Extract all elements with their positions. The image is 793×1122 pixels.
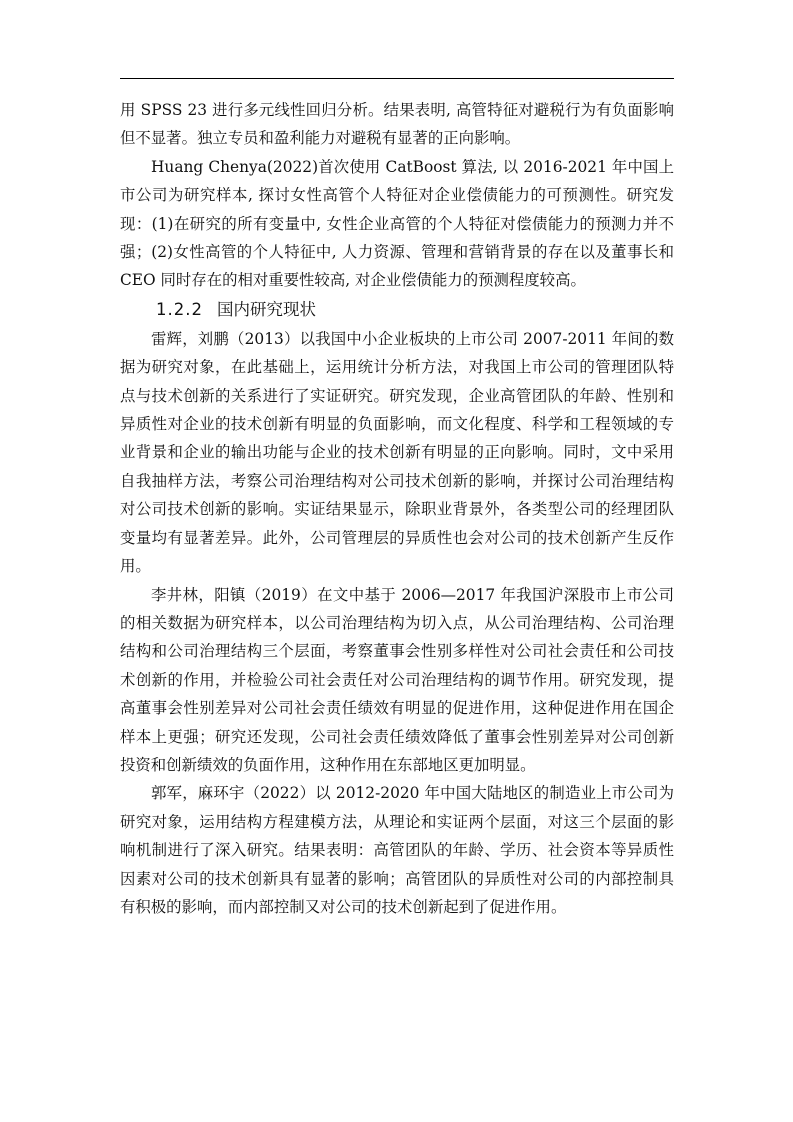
paragraph-huang-chenya: Huang Chenya(2022)首次使用 CatBoost 算法, 以 2016-2021 年中国上市公司为研究样本, 探讨女性高管个人特征对企业偿债能力的可预测性。研究发现：(1)在研究的所有变量中, 女性企业高管的个人特征对偿债能力的预测力并不强；(2)女性高管的个人特征中, 人力资源、管理和营销背景的存在以及董事长和 CEO 同时存在的相对重要性较高, 对企业偿债能力的预测程度较高。	[120, 157, 674, 290]
header-rule	[120, 78, 674, 79]
section-title: 国内研究现状	[216, 299, 316, 319]
section-number: 1.2.2	[156, 299, 203, 319]
paragraph-lei-hui: 雷辉，刘鹏（2013）以我国中小企业板块的上市公司 2007-2011 年间的数据为研究对象，在此基础上，运用统计分析方法，对我国上市公司的管理团队特点与技术创新的关系进行了实证研究。研究发现，企业高管团队的年龄、性别和异质性对企业的技术创新有明显的负面影响，而文化程度、科学和工程领域的专业背景和企业的输出功能与企业的技术创新有明显的正向影响。同时，文中采用自我抽样方法，考察公司治理结构对公司技术创新的影响，并探讨公司治理结构对公司技术创新的影响。实证结果显示，除职业背景外，各类型公司的经理团队变量均有显著差异。此外，公司管理层的异质性也会对公司的技术创新产生反作用。	[120, 329, 674, 576]
paragraph-guo-jun: 郭军，麻环宇（2022）以 2012-2020 年中国大陆地区的制造业上市公司为研究对象，运用结构方程建模方法，从理论和实证两个层面，对这三个层面的影响机制进行了深入研究。结果表明：高管团队的年龄、学历、社会资本等异质性因素对公司的技术创新具有显著的影响；高管团队的异质性对公司的内部控制具有积极的影响，而内部控制又对公司的技术创新起到了促进作用。	[120, 784, 674, 916]
paragraph-continued: 用 SPSS 23 进行多元线性回归分析。结果表明, 高管特征对避税行为有负面影响但不显著。独立专员和盈利能力对避税有显著的正向影响。	[120, 101, 674, 148]
page-body	[120, 96, 674, 921]
section-heading	[120, 295, 674, 325]
paragraph-li-jinglin: 李井林，阳镇（2019）在文中基于 2006—2017 年我国沪深股市上市公司的相关数据为研究样本，以公司治理结构为切入点，从公司治理结构、公司治理结构和公司治理结构三个层面，考察董事会性别多样性对公司社会责任和公司技术创新的作用，并检验公司社会责任对公司治理结构的调节作用。研究发现，提高董事会性别差异对公司社会责任绩效有明显的促进作用，这种促进作用在国企样本上更强；研究还发现，公司社会责任绩效降低了董事会性别差异对公司创新投资和创新绩效的负面作用，这种作用在东部地区更加明显。	[120, 585, 674, 774]
